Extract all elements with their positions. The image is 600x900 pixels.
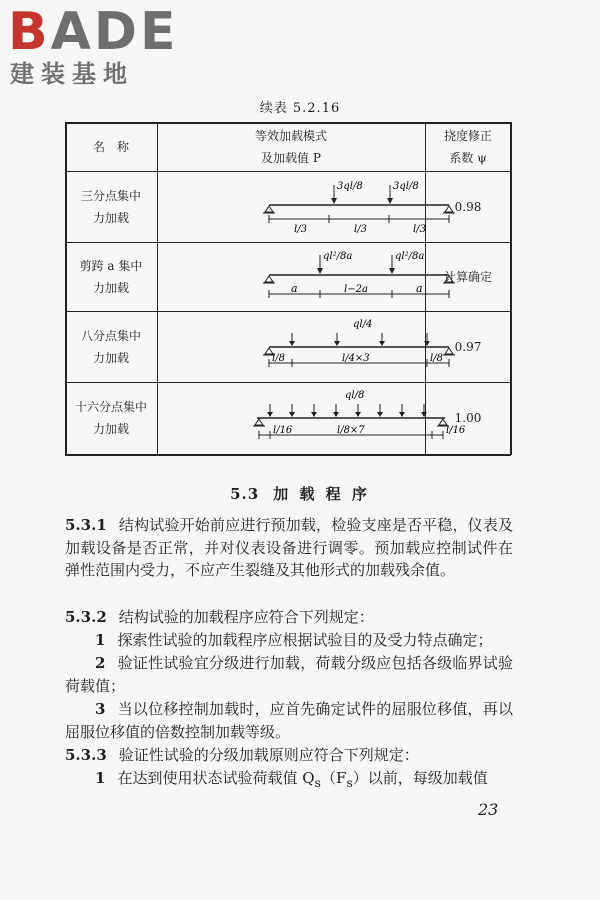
row1-arrowhead-2 <box>387 198 393 204</box>
clause-5-3-3-item-1 <box>65 767 513 795</box>
logo-wordmark <box>8 2 179 62</box>
row3-span-3: l/8 <box>430 353 443 364</box>
row1-name <box>65 171 157 242</box>
subscript-s: s <box>314 775 321 790</box>
row2-name <box>65 242 157 311</box>
clause-number: 5.3.2 <box>65 608 107 626</box>
row4-name <box>65 382 157 454</box>
item-text-part: （F <box>320 769 347 787</box>
row1-factor <box>425 171 511 242</box>
item-number: 1 <box>95 631 106 649</box>
item-text: 探索性试验的加载程序应根据试验目的及受力特点确定； <box>117 631 493 649</box>
row2-arrowhead-2 <box>389 268 395 274</box>
row2-factor-value: 计算确定 <box>443 269 492 284</box>
row1-name-line1: 三分点集中 <box>80 188 141 203</box>
row1-span-2: l/3 <box>354 224 367 235</box>
row4-span-3: l/16 <box>446 425 466 436</box>
header-name <box>65 122 157 171</box>
header-name-label: 名 称 <box>92 139 129 154</box>
header-factor-line2: 系数 ψ <box>449 150 487 165</box>
row4-span-2: l/8×7 <box>337 425 365 436</box>
row1-factor-value: 0.98 <box>454 199 482 214</box>
header-factor <box>425 122 511 171</box>
row4-beam-diagram <box>157 382 466 454</box>
row4-name-line1: 十六分点集中 <box>74 400 147 414</box>
row3-factor <box>425 311 511 382</box>
item-text: 当以位移控制加载时，应首先确定试件的屈服位移值，再以屈服位移值的倍数控制加载等级。 <box>65 700 513 741</box>
row1-beam-diagram <box>157 171 425 242</box>
row3-span-1: l/8 <box>272 353 285 364</box>
row2-factor <box>425 242 511 311</box>
clause-5-3-2-item-2 <box>65 652 513 697</box>
logo-accent-letter: B <box>8 2 51 62</box>
bade-logo <box>8 2 179 88</box>
row2-load-label-2: ql²/8a <box>395 251 425 262</box>
row1-support-left <box>265 206 273 212</box>
row2-name-line2: 力加载 <box>92 280 129 295</box>
clause-text: 结构试验的加载程序应符合下列规定： <box>118 608 374 626</box>
section-number: 5.3 <box>230 485 260 503</box>
row4-name-line2: 力加载 <box>92 422 129 436</box>
section-title-text: 加 载 程 序 <box>273 485 370 503</box>
row2-support-left <box>265 276 273 282</box>
logo-word-rest: ADE <box>50 2 179 62</box>
row2-load-label-1: ql²/8a <box>323 251 353 262</box>
row3-beam-diagram <box>157 311 443 382</box>
header-factor-line1: 挠度修正 <box>443 128 492 143</box>
item-text-part: ）以前，每级加载值 <box>352 769 488 787</box>
header-mode-line2: 及加载值 P <box>261 150 321 165</box>
header-mode <box>157 122 425 171</box>
row3-name <box>65 311 157 382</box>
clause-5-3-2 <box>65 606 513 629</box>
row1-span-3: l/3 <box>413 224 426 235</box>
clause-number: 5.3.3 <box>65 746 107 764</box>
row3-name-line2: 力加载 <box>92 350 129 365</box>
row2-span-2: l−2a <box>344 284 368 295</box>
row1-load-label-1: 3ql/8 <box>337 181 363 192</box>
load-mode-table <box>65 122 511 455</box>
row4-factor <box>425 382 511 454</box>
row2-beam-diagram <box>157 242 425 311</box>
row3-factor-value: 0.97 <box>454 339 482 354</box>
row4-support-left <box>255 419 263 425</box>
row2-arrowhead-1 <box>317 268 323 274</box>
row3-load-arrows <box>292 333 427 343</box>
row4-span-1: l/16 <box>273 425 293 436</box>
item-number: 3 <box>95 700 106 718</box>
row2-span-1: a <box>291 282 298 295</box>
row2-span-3: a <box>416 282 423 295</box>
clause-number: 5.3.1 <box>65 516 107 534</box>
clause-5-3-2-item-1 <box>65 629 513 652</box>
row1-arrowhead-1 <box>331 198 337 204</box>
row1-name-line2: 力加载 <box>92 210 129 225</box>
subscript-s: s <box>346 775 353 790</box>
clause-5-3-3 <box>65 744 513 767</box>
item-number: 1 <box>95 769 106 787</box>
row1-load-label-2: 3ql/8 <box>393 181 419 192</box>
item-text: 验证性试验宜分级进行加载，荷载分级应包括各级临界试验荷载值； <box>65 654 513 695</box>
row1-span-1: l/3 <box>294 224 307 235</box>
row3-span-2: l/4×3 <box>342 353 370 364</box>
logo-subtitle: 建装基地 <box>10 60 134 88</box>
item-number: 2 <box>95 654 106 672</box>
clause-5-3-2-item-3 <box>65 698 513 743</box>
item-text-part: 在达到使用状态试验荷载值 Q <box>117 769 315 787</box>
row3-load-label: ql/4 <box>353 319 373 330</box>
row4-load-label: ql/8 <box>345 390 365 401</box>
row3-name-line1: 八分点集中 <box>80 328 141 343</box>
table-caption: 续表 5.2.16 <box>259 101 341 116</box>
row2-name-line1: 剪跨 a 集中 <box>79 258 143 273</box>
page-number: 23 <box>478 800 499 819</box>
row4-factor-value: 1.00 <box>454 411 482 425</box>
section-heading <box>0 483 600 504</box>
clause-text: 验证性试验的分级加载原则应符合下列规定： <box>118 746 419 764</box>
clause-text: 结构试验开始前应进行预加载，检验支座是否平稳，仪表及加载设备是否正常，并对仪表设备进行调零。预加载应控制试件在弹性范围内受力，不应产生裂缝及其他形式的加载残余值。 <box>65 516 513 580</box>
header-mode-line1: 等效加载模式 <box>254 128 327 143</box>
clause-5-3-1 <box>65 514 513 582</box>
